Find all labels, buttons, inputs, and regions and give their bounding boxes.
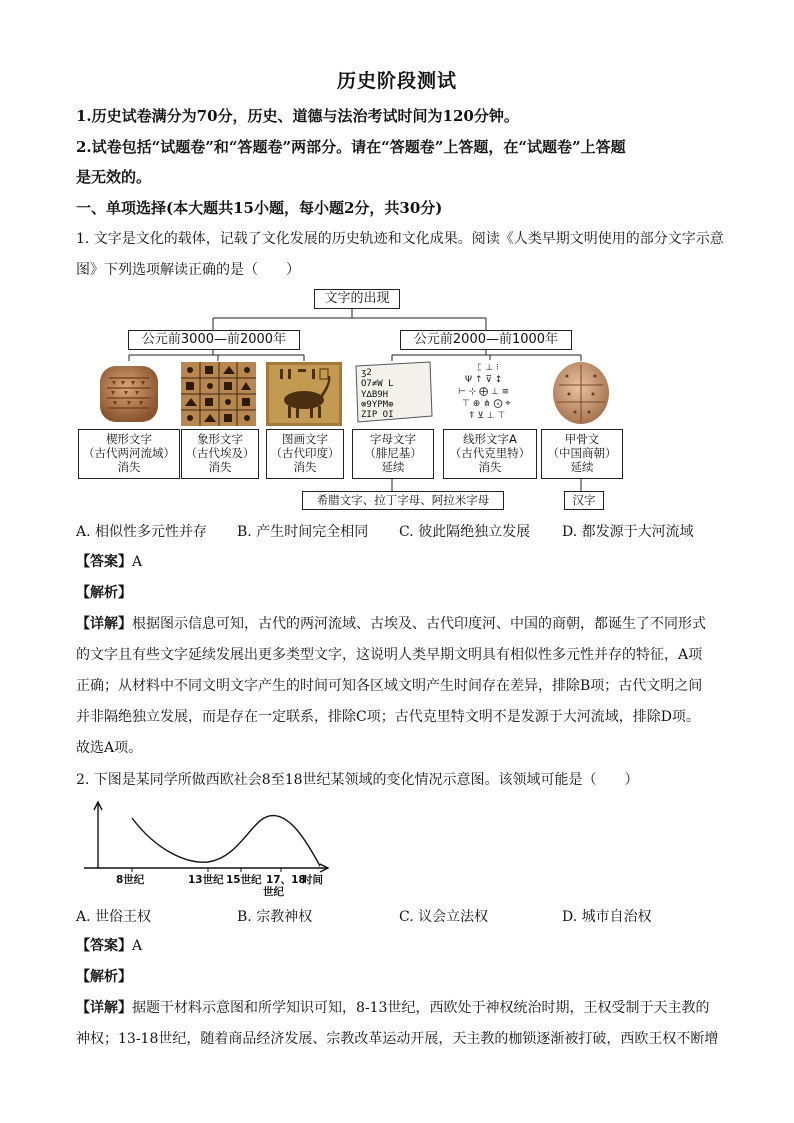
x-label-13c: 13世纪 (188, 874, 224, 886)
script-region: （古代克里特） (449, 446, 531, 460)
q1-detail-line4: 并非隔绝独立发展，而是存在一定联系，排除C项；古代克里特文明不是发源于大河流域，排除D项。 (76, 709, 700, 725)
detail-text: 根据图示信息可知，古代的两河流域、古埃及、古代印度河、中国的商朝，都诞生了不同形式 (132, 616, 706, 632)
script-box-oracle-bone (541, 429, 623, 479)
q1-option-b: B. 产生时间完全相同 (237, 524, 369, 540)
script-name: 象形文字 (197, 432, 243, 446)
script-fate: 延续 (381, 460, 405, 474)
page-title: 历史阶段测试 (336, 70, 457, 92)
q1-analysis-label: 【解析】 (76, 585, 132, 601)
svg-text:ZIP OI: ZIP OI (361, 410, 394, 420)
exam-note-1: 1.历史试卷满分为70分，历史、道德与法治考试时间为120分钟。 (76, 107, 519, 125)
script-box-linear-a (443, 429, 537, 479)
q2-option-d: D. 城市自治权 (562, 909, 652, 925)
script-fate: 消失 (478, 460, 502, 474)
q2-answer (76, 936, 142, 956)
svg-text:Y∆B9H: Y∆B9H (361, 390, 389, 400)
svg-text:ᛈ ⊥ ⁝: ᛈ ⊥ ⁝ (477, 363, 499, 373)
answer-value: A (132, 554, 143, 570)
script-fate: 消失 (293, 460, 317, 474)
x-label-8c: 8世纪 (116, 874, 145, 886)
linear-a-image (453, 360, 531, 426)
q1-detail-line2: 的文字且有些文字延续发展出更多类型文字，这说明人类早期文明具有相似性多元性并存的特征，A项 (76, 647, 703, 663)
diagram-top-box: 文字的出现 (314, 289, 400, 309)
descendant-alphabets-box: 希腊文字、拉丁字母、阿拉米字母 (302, 491, 504, 510)
q1-option-d: D. 都发源于大河流域 (562, 524, 694, 540)
q1-option-a: A. 相似性多元性并存 (76, 524, 208, 540)
x-label-time: 时间 (302, 874, 323, 886)
script-region: （中国商朝） (547, 446, 617, 460)
q2-stem: 2. 下图是某同学所做西欧社会8至18世纪某领域的变化情况示意图。该领域可能是（ ） (76, 772, 639, 788)
q1-detail-line3: 正确；从材料中不同文明文字产生的时间可知各区域文明产生时间存在差异，排除B项；古代文明之间 (76, 678, 703, 694)
q2-detail-line2: 神权；13-18世纪，随着商品经济发展、宗教改革运动开展，天主教的枷锁逐渐被打破，西欧王权不断增 (76, 1031, 719, 1047)
phoenician-alphabet-image (352, 360, 434, 426)
answer-value: A (132, 938, 143, 954)
script-fate: 消失 (117, 460, 141, 474)
period-left-box: 公元前3000—前2000年 (128, 330, 300, 350)
exam-note-3: 是无效的。 (76, 168, 152, 186)
detail-label: 【详解】 (76, 616, 132, 632)
writing-origin-diagram (0, 0, 794, 520)
svg-text:⍒ ⊻ ⊥ ⊤: ⍒ ⊻ ⊥ ⊤ (469, 411, 506, 421)
q1-detail-line5: 故选A项。 (76, 740, 143, 756)
period-right-box: 公元前2000—前1000年 (400, 330, 572, 350)
script-fate: 延续 (570, 460, 594, 474)
svg-text:Ψ ↑ ⊽ ↕: Ψ ↑ ⊽ ↕ (465, 375, 503, 385)
script-box-hieroglyph (181, 429, 259, 479)
script-name: 甲骨文 (564, 432, 600, 446)
script-region: （古代两河流域） (83, 446, 175, 460)
x-label-century-sub: 世纪 (263, 886, 284, 898)
chinese-characters-box: 汉字 (564, 491, 604, 510)
script-fate: 消失 (208, 460, 232, 474)
svg-text:⊗9YPM⊕: ⊗9YPM⊕ (361, 400, 394, 410)
svg-text:O7≠W L: O7≠W L (361, 379, 394, 389)
q2-change-diagram (76, 800, 346, 900)
script-box-indus (266, 429, 344, 479)
script-name: 字母文字 (370, 432, 416, 446)
q1-detail-line1 (76, 614, 706, 634)
section-heading: 一、单项选择(本大题共15小题，每小题2分，共30分) (76, 199, 443, 217)
answer-label: 【答案】 (76, 938, 132, 954)
script-name: 图画文字 (282, 432, 328, 446)
cuneiform-tablet-image (97, 362, 161, 426)
q2-option-c: C. 议会立法权 (399, 909, 489, 925)
q1-answer (76, 552, 142, 572)
oracle-bone-image (545, 360, 617, 426)
script-name: 楔形文字 (106, 432, 152, 446)
egyptian-hieroglyph-image (181, 362, 256, 426)
x-label-15c: 15世纪 (226, 874, 262, 886)
answer-label: 【答案】 (76, 554, 132, 570)
exam-note-2: 2.试卷包括“试题卷”和“答题卷”两部分。请在“答题卷”上答题，在“试题卷”上答题 (76, 138, 626, 156)
detail-label: 【详解】 (76, 1000, 132, 1016)
script-box-phoenician (352, 429, 434, 479)
svg-text:⊤ ⊕ ⋔ ⨀ ⌖: ⊤ ⊕ ⋔ ⨀ ⌖ (462, 399, 511, 409)
q1-stem-line1: 1. 文字是文化的载体，记载了文化发展的历史轨迹和文化成果。阅读《人类早期文明使用的部分文字示意 (76, 231, 724, 247)
script-region: （腓尼基） (364, 446, 422, 460)
q2-analysis-label: 【解析】 (76, 969, 132, 985)
script-name: 线形文字A (463, 432, 517, 446)
q1-option-c: C. 彼此隔绝独立发展 (399, 524, 531, 540)
script-region: （古代埃及） (185, 446, 255, 460)
script-region: （古代印度） (270, 446, 340, 460)
svg-text:ʒ2: ʒ2 (361, 368, 372, 378)
x-label-17-18c: 17、18 (266, 874, 306, 886)
q2-detail-line1 (76, 998, 709, 1018)
svg-text:⊢ ⊹ ⨁ ⊥ ≡: ⊢ ⊹ ⨁ ⊥ ≡ (458, 387, 510, 397)
q2-option-b: B. 宗教神权 (237, 909, 313, 925)
indus-seal-image (266, 362, 342, 426)
q1-stem-line2: 图》下列选项解读正确的是（ ） (76, 262, 300, 278)
q2-option-a: A. 世俗王权 (76, 909, 152, 925)
script-box-cuneiform (78, 429, 180, 479)
detail-text: 据题干材料示意图和所学知识可知，8-13世纪，西欧处于神权统治时期，王权受制于天主教的 (132, 1000, 710, 1016)
